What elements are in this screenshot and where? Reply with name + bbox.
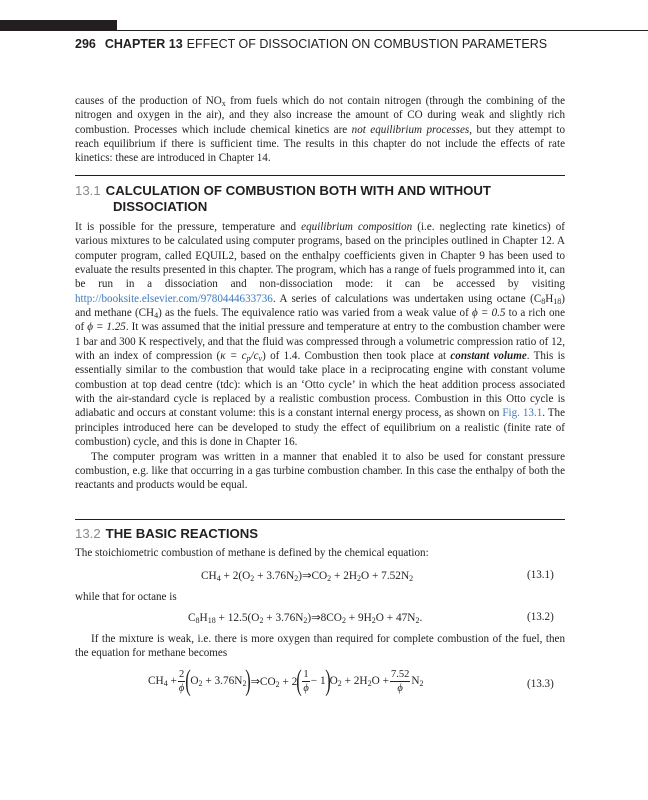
figure-link[interactable]: Fig. 13.1 — [502, 407, 543, 420]
section-body — [75, 220, 565, 493]
equation-methane-weak: $CH_4$ + $\frac{2}{\phi}$ ($O_2$ + $3.76N_2)\Rightarrow CO_2 + 2$( $\frac{1}{\phi}$ − $1)O_2 + 2H_2O$ + $\frac{7.52}{\phi}$ $N_2$ — [148, 664, 424, 697]
paragraph: The computer program was written in a manner that enabled it to also be used for constant pressure combustion, e.g. like that occurring in a gas turbine combustion chamber. In this case the enthalpy of both the reactants and products would be equal. — [75, 450, 565, 492]
section-title: CALCULATION OF COMBUSTION BOTH WITH AND WITHOUT — [105, 183, 491, 198]
chapter-title: EFFECT OF DISSOCIATION ON COMBUSTION PARAMETERS — [186, 37, 548, 51]
equation-methane-stoichiometric: $CH_4 + 2(O_2$ + $3.76N_2)\Rightarrow CO_2 + 2H_2O + 7.52N_2$ — [201, 570, 414, 583]
equation-octane-stoichiometric: $C_8H_{18} + 12.5(O_2$ + $3.76N_2)\Rightarrow 8CO_2 + 9H_2O + 47N_2$. — [188, 612, 423, 625]
page-number: 296 — [75, 37, 96, 51]
section-number: 13.2 — [75, 526, 101, 541]
section-number: 13.1 — [75, 183, 101, 198]
section-rule — [75, 175, 565, 176]
paragraph: If the mixture is weak, i.e. there is more oxygen than required for complete combustion of the fuel, then the equation for methane becomes — [75, 633, 565, 660]
section-heading — [75, 526, 565, 542]
intro-paragraph: causes of the production of $NO_x$ from fuels which do not contain nitrogen (through the combining of the nitrogen and oxygen in the air), and they also increase the amount of CO during weak and slightly rich combustion. Processes which include chemical kinetics are not equilibrium processes, but they attempt to reach equilibrium if there is sufficient time. The results in this chapter do not include the effects of rate kinetics: these are introduced in Chapter 14. — [75, 95, 565, 165]
booksite-link[interactable]: http://booksite.elsevier.com/9780444633736 — [75, 292, 273, 305]
section-title-continued: DISSOCIATION — [113, 199, 208, 214]
section-title: THE BASIC REACTIONS — [105, 526, 259, 541]
equation-number: (13.1) — [527, 569, 554, 581]
paragraph: It is possible for the pressure, temperature and equilibrium composition (i.e. neglecting rate kinetics) of various mixtures to be calculated using computer programs, based on the principles outlined in Chapter 12. A computer program, called EQUIL2, based on the enthalpy coefficients given in Chapter 9 has been used to evaluate the results presented in this chapter. The program, which has a range of fuels programmed into it, can be run in a dissociation and non-dissociation mode: it can be accessed by visiting http://booksite.elsevier.com/9780444633736. A series of calculations was undertaken using octane $(C_8H_{18})$ and methane $(CH_4)$ as the fuels. The equivalence ratio was varied from a weak value of ϕ = 0.5 to a rich one of ϕ = 1.25. It was assumed that the initial pressure and temperature at entry to the combustion chamber were 1 bar and 300 K respectively, and that the fluid was compressed through a volumetric compression ratio of 12, with an index of compression $(\kappa = c_p/c_v)$ of 1.4. Combustion then took place at constant volume. This is essentially similar to the combustion that would take place in a reciprocating engine with constant volume combustion at top dead centre (tdc): which is an ‘Otto cycle’ in which the heat addition process associated with the air-standard cycle is replaced by a realistic combustion process. Combustion in this Otto cycle is adiabatic and occurs at constant volume: this is a constant internal energy process, as shown on Fig. 13.1. The principles introduced here can be developed to study the effect of equilibrium on a realistic (finite rate of combustion) cycle, and this is done in Chapter 16. — [75, 221, 566, 449]
equation-number: (13.2) — [527, 611, 554, 623]
header-rule — [0, 30, 648, 31]
section-rule — [75, 519, 565, 520]
running-header — [75, 37, 547, 51]
chapter-label: CHAPTER 13 — [104, 37, 183, 51]
equation-number: (13.3) — [527, 678, 554, 690]
section-heading — [75, 183, 565, 215]
paragraph: while that for octane is — [75, 591, 177, 603]
paragraph: The stoichiometric combustion of methane is defined by the chemical equation: — [75, 547, 429, 559]
